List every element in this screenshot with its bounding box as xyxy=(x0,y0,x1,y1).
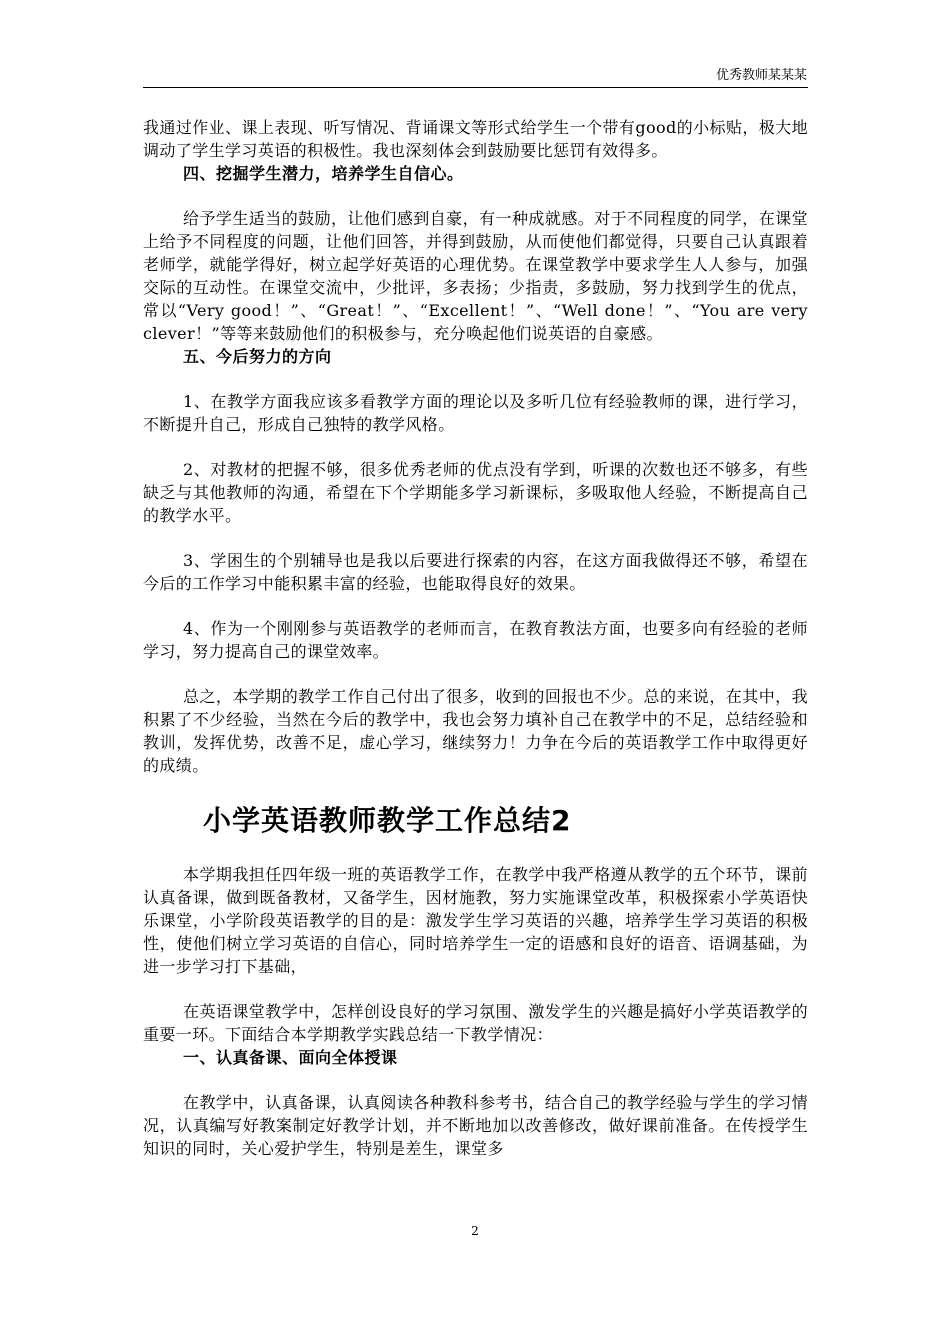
paragraph: 4、作为一个刚刚参与英语教学的老师而言，在教育教法方面，也要多向有经验的老师学习，努力提高自己的课堂效率。 xyxy=(143,619,808,661)
paragraph: 3、学困生的个别辅导也是我以后要进行探索的内容，在这方面我做得还不够，希望在今后的工作学习中能积累丰富的经验，也能取得良好的效果。 xyxy=(143,551,808,593)
section-heading: 一、认真备课、面向全体授课 xyxy=(183,1048,398,1067)
paragraph: 本学期我担任四年级一班的英语教学工作，在教学中我严格遵从教学的五个环节，课前认真备课，做到既备教材，又备学生，因材施教，努力实施课堂改革，积极探索小学英语快乐课堂，小学阶段英语教学的目的是：激发学生学习英语的兴趣，培养学生学习英语的积极性，使他们树立学习英语的自信心，同时培养学生一定的语感和良好的语音、语调基础，为进一步学习打下基础， xyxy=(143,865,808,976)
page-header: 优秀教师某某某 xyxy=(715,68,807,83)
page-number: 2 xyxy=(471,1224,479,1238)
paragraph: 2、对教材的把握不够，很多优秀老师的优点没有学到，听课的次数也还不够多，有些缺乏与其他教师的沟通，希望在下个学期能多学习新课标，多吸取他人经验，不断提高自己的教学水平。 xyxy=(143,460,808,525)
section-heading: 五、今后努力的方向 xyxy=(183,347,332,366)
section-heading: 四、挖掘学生潜力，培养学生自信心。 xyxy=(183,164,464,183)
paragraph: 1、在教学方面我应该多看教学方面的理论以及多听几位有经验教师的课，进行学习，不断提升自己，形成自己独特的教学风格。 xyxy=(143,392,808,434)
document-body xyxy=(143,116,808,1160)
paragraph: 给予学生适当的鼓励，让他们感到自豪，有一种成就感。对于不同程度的同学，在课堂上给予不同程度的问题，让他们回答，并得到鼓励，从而使他们都觉得，只要自己认真跟着老师学，就能学得好，树立起学好英语的心理优势。在课堂教学中要求学生人人参与，加强交际的互动性。在课堂交流中，少批评，多表扬；少指责，多鼓励，努力找到学生的优点，常以“Very good！”、“Great！”、“Excellent！”、“Well done！”、“You are very clever！”等等来鼓励他们的积极参与，充分唤起他们说英语的自豪感。 xyxy=(143,209,808,343)
paragraph: 在教学中，认真备课，认真阅读各种教科参考书，结合自己的教学经验与学生的学习情况，认真编写好教案制定好教学计划，并不断地加以改善修改，做好课前准备。在传授学生知识的同时，关心爱护学生，特别是差生，课堂多 xyxy=(143,1093,808,1158)
paragraph: 总之，本学期的教学工作自己付出了很多，收到的回报也不少。总的来说，在其中，我积累了不少经验，当然在今后的教学中，我也会努力填补自己在教学中的不足，总结经验和教训，发挥优势，改善不足，虚心学习，继续努力！力争在今后的英语教学工作中取得更好的成绩。 xyxy=(143,687,808,775)
document-title: 小学英语教师教学工作总结2 xyxy=(203,804,572,837)
paragraph: 我通过作业、课上表现、听写情况、背诵课文等形式给学生一个带有good的小标贴，极大地调动了学生学习英语的积极性。我也深刻体会到鼓励要比惩罚有效得多。 xyxy=(143,118,808,160)
paragraph: 在英语课堂教学中，怎样创设良好的学习氛围、激发学生的兴趣是搞好小学英语教学的重要一环。下面结合本学期教学实践总结一下教学情况： xyxy=(143,1002,808,1044)
header-rule xyxy=(143,87,808,88)
